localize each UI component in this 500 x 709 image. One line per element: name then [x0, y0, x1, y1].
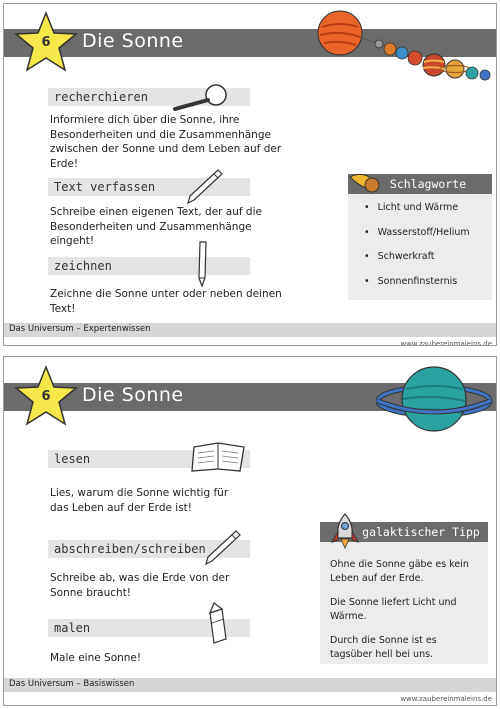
task-text-copy-write: Schreibe ab, was die Erde von der Sonne braucht!	[50, 572, 230, 599]
pencil-icon	[192, 240, 212, 288]
task-label-write-text: Text verfassen	[48, 178, 250, 196]
task-label-copy-write: abschreiben/schreiben	[48, 540, 250, 558]
footer-text: Das Universum – Basiswissen	[9, 679, 135, 689]
tip-paragraph: Die Sonne liefert Licht und Wärme.	[330, 597, 457, 622]
task-label-paint: malen	[48, 619, 250, 637]
keywords-list	[364, 202, 470, 300]
card-number: 6	[41, 35, 51, 50]
website-url: www.zaubereinmaleins.de	[400, 340, 492, 346]
footer-bar	[4, 678, 496, 692]
website-url: www.zaubereinmaleins.de	[400, 695, 492, 703]
rocket-icon	[330, 512, 360, 550]
keyword-item: • Schwerkraft	[364, 251, 470, 276]
keyword-item: • Licht und Wärme	[364, 202, 470, 227]
ringed-planet-illustration	[376, 361, 496, 439]
task-label-draw: zeichnen	[48, 257, 250, 275]
book-icon	[190, 439, 248, 475]
task-label-read: lesen	[48, 450, 250, 468]
expert-task-card	[3, 3, 497, 346]
tip-paragraph: Ohne die Sonne gäbe es kein Leben auf der Erde.	[330, 559, 469, 584]
keyword-item: • Sonnenfinsternis	[364, 276, 470, 301]
tip-paragraph: Durch die Sonne ist es tagsüber hell bei uns.	[330, 635, 437, 660]
task-text-write-text: Schreibe einen eigenen Text, der auf die Besonderheiten und Zusammenhänge eingeht!	[50, 206, 262, 247]
pen-icon	[184, 166, 224, 206]
comet-icon	[348, 169, 382, 197]
card-number: 6	[41, 389, 51, 404]
task-text-draw: Zeichne die Sonne unter oder neben deinen Text!	[50, 288, 282, 315]
star-number-badge	[14, 365, 78, 427]
keywords-title: Schlagworte	[389, 177, 467, 191]
star-number-badge	[14, 11, 78, 73]
task-text-paint: Male eine Sonne!	[50, 652, 142, 664]
task-text-research: Informiere dich über die Sonne, ihre Besonderheiten und die Zusammenhänge zwischen der Sonne und dem Leben auf der Erde!	[50, 114, 282, 170]
magnifier-icon	[172, 82, 234, 112]
pen-icon	[202, 527, 242, 567]
task-label-research: recherchieren	[48, 88, 250, 106]
tip-title: galaktischer Tipp	[362, 525, 480, 539]
footer-text: Das Universum – Expertenwissen	[9, 324, 151, 334]
basic-task-card	[3, 356, 497, 706]
planets-illustration	[316, 9, 496, 81]
keyword-item: • Wasserstoff/Helium	[364, 227, 470, 252]
card-title: Die Sonne	[82, 30, 184, 52]
task-text-read: Lies, warum die Sonne wichtig für das Leben auf der Erde ist!	[50, 487, 229, 514]
card-title: Die Sonne	[82, 384, 184, 406]
crayon-icon	[202, 601, 230, 645]
footer-bar	[4, 323, 496, 337]
